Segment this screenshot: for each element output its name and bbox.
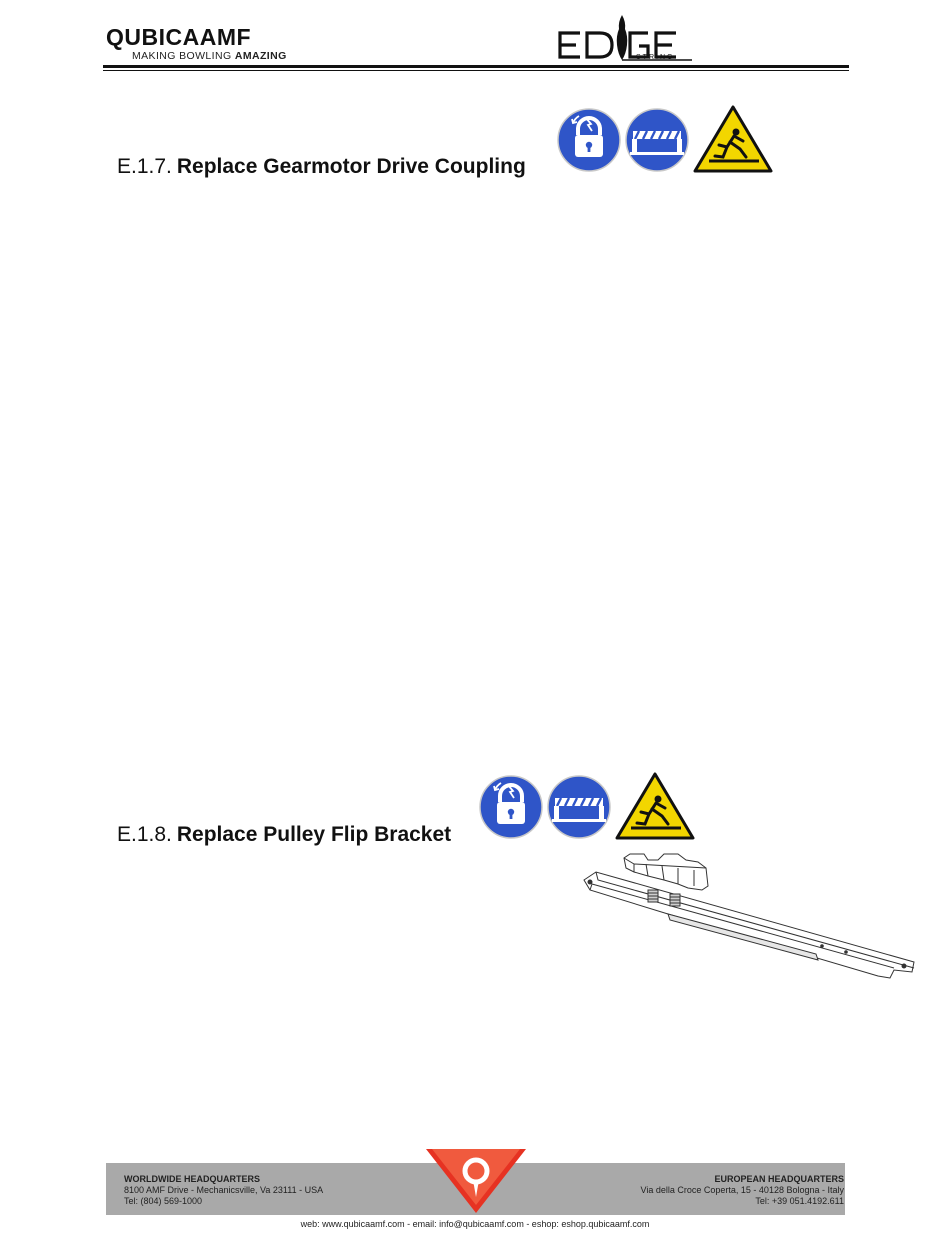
lockout-power-icon — [479, 772, 543, 840]
section-title: Replace Pulley Flip Bracket — [176, 823, 452, 846]
logo-sub-text: STRING — [636, 54, 675, 61]
slip-hazard-warning-icon — [615, 772, 695, 840]
brand-name: QUBICAAMF — [106, 24, 252, 50]
brand-tagline: MAKING BOWLING AMAZING — [132, 50, 287, 62]
barrier-guard-icon — [547, 772, 611, 840]
header-rule-thin — [103, 70, 849, 71]
bowling-pin-shape — [617, 15, 628, 60]
edge-string-logo — [556, 12, 696, 64]
footer-web-line: web: www.qubicaamf.com - email: info@qubicaamf.com - eshop: eshop.qubicaamf.com — [300, 1219, 650, 1229]
section-number: E.1.8. — [117, 823, 172, 846]
header-rule — [103, 65, 849, 68]
section-heading-e17 — [117, 155, 526, 179]
european-hq-title: EUROPEAN HEADQUARTERS — [714, 1174, 844, 1184]
section-number: E.1.7. — [117, 155, 172, 178]
european-hq-tel: Tel: +39 051.4192.611 — [755, 1196, 844, 1206]
barrier-guard-icon — [625, 105, 689, 173]
qubicaamf-logo — [106, 26, 338, 62]
worldwide-hq-block — [124, 1174, 323, 1207]
european-hq-address: Via della Croce Coperta, 15 - 40128 Bologna - Italy — [640, 1185, 844, 1195]
worldwide-hq-tel: Tel: (804) 569-1000 — [124, 1196, 203, 1206]
safety-icons-e17 — [557, 105, 773, 173]
pulley-flip-bracket-drawing — [578, 850, 920, 982]
safety-icons-e18 — [479, 772, 695, 840]
lockout-power-icon — [557, 105, 621, 173]
european-hq-block — [641, 1174, 844, 1207]
slip-hazard-warning-icon — [693, 105, 773, 173]
worldwide-hq-address: 8100 AMF Drive - Mechanicsville, Va 23111 - USA — [124, 1185, 324, 1195]
section-heading-e18 — [117, 823, 451, 847]
qubicaamf-emblem-icon — [424, 1147, 528, 1214]
worldwide-hq-title: WORLDWIDE HEADQUARTERS — [124, 1174, 260, 1184]
section-title: Replace Gearmotor Drive Coupling — [176, 155, 526, 178]
